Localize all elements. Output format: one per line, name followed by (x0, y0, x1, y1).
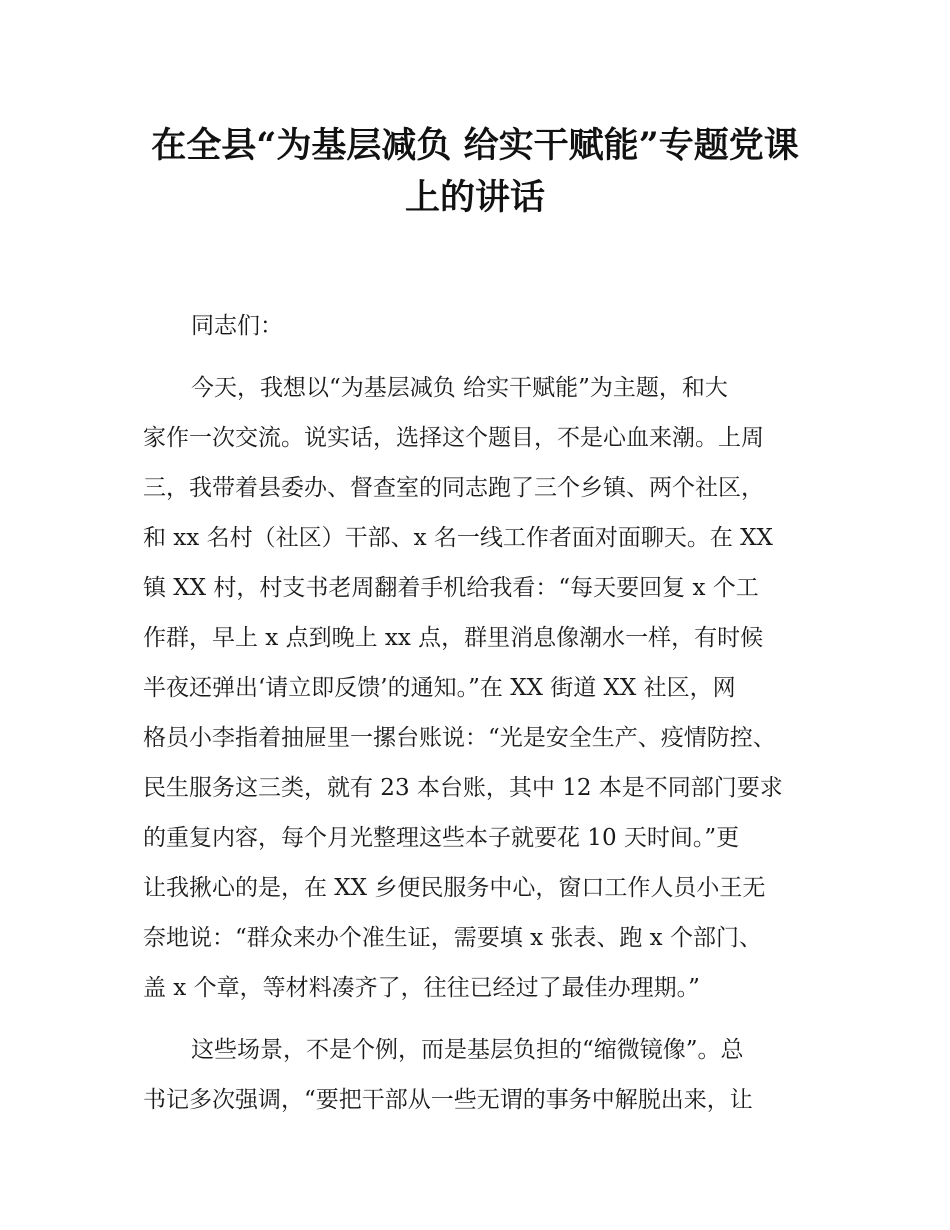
paragraph-1-line: 今天，我想以“为基层减负 给实干赋能”为主题，和大 (191, 375, 728, 401)
paragraph-1-line: 和 xx 名村（社区）干部、x 名一线工作者面对面聊天。在 XX (143, 525, 773, 551)
paragraph-1-line: 格员小李指着抽屉里一摞台账说：“光是安全生产、疫情防控、 (143, 725, 776, 751)
paragraph-1-line: 镇 XX 村，村支书老周翻着手机给我看：“每天要回复 x 个工 (143, 575, 759, 601)
paragraph-1-line: 作群，早上 x 点到晚上 xx 点，群里消息像潮水一样，有时候 (143, 625, 764, 651)
paragraph-1-line: 奈地说：“群众来办个准生证，需要填 x 张表、跑 x 个部门、 (143, 925, 762, 951)
paragraph-1-line: 三，我带着县委办、督查室的同志跑了三个乡镇、两个社区， (143, 475, 764, 501)
paragraph-1-line: 的重复内容，每个月光整理这些本子就要花 10 天时间。”更 (143, 825, 740, 851)
salutation: 同志们： (191, 313, 283, 339)
paragraph-1-line: 家作一次交流。说实话，选择这个题目，不是心血来潮。上周 (143, 425, 764, 451)
paragraph-1-line: 民生服务这三类，就有 23 本台账，其中 12 本是不同部门要求 (143, 775, 783, 801)
document-title-line-2: 上的讲话 (404, 177, 545, 218)
document-title-line-1: 在全县“为基层减负 给实干赋能”专题党课 (151, 125, 799, 166)
paragraph-2-line: 这些场景，不是个例，而是基层负担的“缩微镜像”。总 (191, 1037, 744, 1063)
paragraph-2-line: 书记多次强调，“要把干部从一些无谓的事务中解脱出来，让 (143, 1087, 753, 1113)
paragraph-1-line: 让我揪心的是，在 XX 乡便民服务中心，窗口工作人员小王无 (143, 875, 766, 901)
paragraph-1-line: 半夜还弹出‘请立即反馈’的通知。”在 XX 街道 XX 社区，网 (143, 675, 736, 701)
paragraph-1-line: 盖 x 个章，等材料凑齐了，往往已经过了最佳办理期。” (143, 975, 700, 1001)
